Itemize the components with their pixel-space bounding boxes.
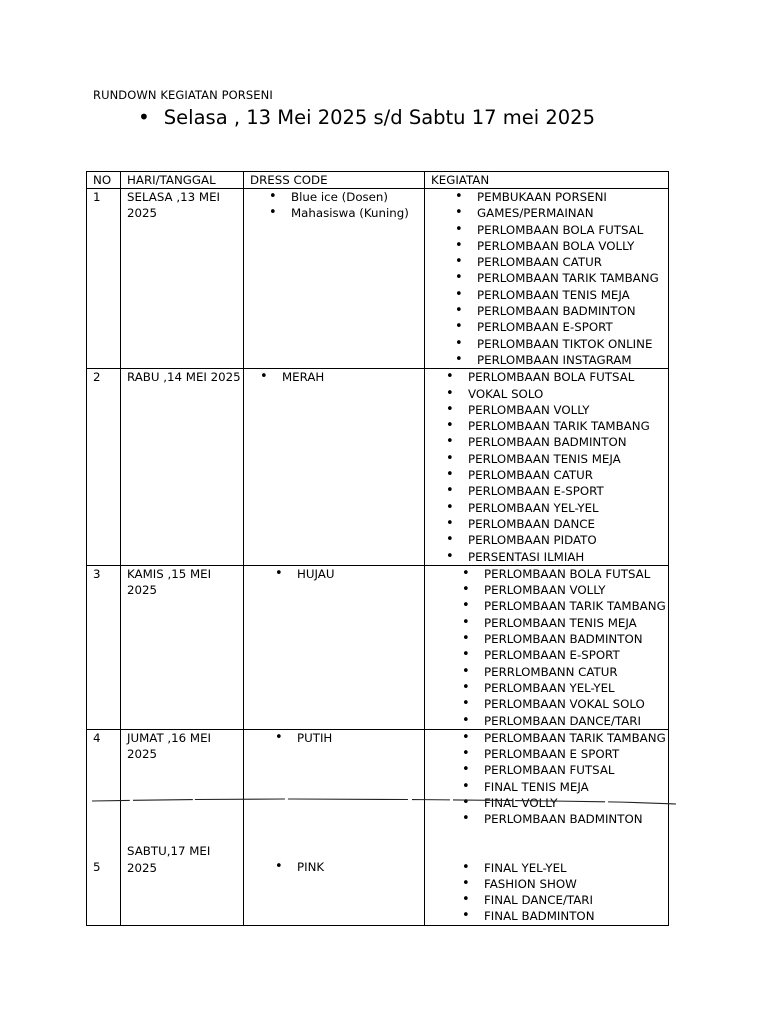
activity-item: • PERLOMBAAN VOLLY (484, 582, 668, 598)
row-activities (425, 729, 669, 925)
activity-item: • PERLOMBAAN FUTSAL (484, 762, 668, 778)
activity-item: • PERLOMBAAN CATUR (468, 467, 668, 483)
row-dress-code (244, 565, 425, 729)
row-day: JUMAT ,16 MEI 2025 (127, 730, 212, 762)
activity-item: • PERLOMBAAN E-SPORT (484, 647, 668, 663)
activity-item: • PERLOMBAAN TARIK TAMBANG (468, 418, 668, 434)
dress-item: • MERAH (282, 369, 424, 385)
activity-item: • FASHION SHOW (484, 876, 668, 892)
activity-item: • FINAL BADMINTON (484, 908, 668, 924)
activity-item: • PERLOMBAAN BADMINTON (484, 811, 668, 827)
activity-item: • PERLOMBAAN BADMINTON (468, 434, 668, 450)
activity-item: • PERLOMBAAN BOLA FUTSAL (477, 222, 668, 238)
activity-item: • FINAL VOLLY (484, 795, 668, 811)
activity-item: • PERRLOMBANN CATUR (484, 664, 668, 680)
activity-item: • PERLOMBAAN VOLLY (468, 402, 668, 418)
row-no-cell (87, 729, 121, 925)
bullet-icon: • (138, 105, 150, 129)
activity-item: • PERLOMBAAN PIDATO (468, 532, 668, 548)
header-dress-code: DRESS CODE (244, 172, 425, 189)
activity-item: • PERLOMBAAN BOLA FUTSAL (484, 566, 668, 582)
activity-item: • PERLOMBAAN DANCE (468, 516, 668, 532)
row-day-cell (121, 729, 244, 925)
date-range-line (138, 105, 595, 129)
row-no: 3 (87, 565, 121, 729)
row-dress-code (244, 369, 425, 566)
activity-item: • VOKAL SOLO (468, 386, 668, 402)
activity-item: • PERLOMBAAN YEL-YEL (484, 680, 668, 696)
row-activities (425, 369, 669, 566)
dress-item: • Blue ice (Dosen) (291, 189, 424, 205)
activity-item: • PERLOMBAAN TENIS MEJA (468, 451, 668, 467)
row-activities (425, 565, 669, 729)
activity-item: • GAMES/PERMAINAN (477, 205, 668, 221)
activity-item: • PERLOMBAAN BOLA VOLLY (477, 238, 668, 254)
date-range-text: Selasa , 13 Mei 2025 s/d Sabtu 17 mei 2025 (163, 105, 595, 129)
activity-item: • PERLOMBAAN BADMINTON (477, 303, 668, 319)
activity-item: • PERLOMBAAN TIKTOK ONLINE (477, 336, 668, 352)
row-no: 2 (87, 369, 121, 566)
table-row (87, 189, 669, 369)
row-dress-code (244, 189, 425, 369)
activity-item: • PERLOMBAAN E-SPORT (477, 319, 668, 335)
activity-item: • PERLOMBAAN YEL-YEL (468, 500, 668, 516)
activity-item: • PERLOMBAAN E SPORT (484, 746, 668, 762)
row-day: SELASA ,13 MEI 2025 (121, 189, 244, 369)
activity-item: • FINAL TENIS MEJA (484, 779, 668, 795)
table-row (87, 729, 669, 925)
activity-item: • PERLOMBAAN TARIK TAMBANG (477, 270, 668, 286)
activity-item: • FINAL DANCE/TARI (484, 892, 668, 908)
dress-item: • HUJAU (297, 566, 424, 582)
row-day: SABTU,17 MEI 2025 (127, 844, 211, 875)
header-activities: KEGIATAN (425, 172, 669, 189)
activity-item: • PERLOMBAAN TARIK TAMBANG (484, 730, 668, 746)
activity-item: • PERLOMBAAN INSTAGRAM (477, 352, 668, 368)
row-day: KAMIS ,15 MEI 2025 (121, 565, 244, 729)
header-day: HARI/TANGGAL (121, 172, 244, 189)
document-title: RUNDOWN KEGIATAN PORSENI (93, 88, 273, 102)
activity-item: • PERSENTASI ILMIAH (468, 549, 668, 565)
activity-item: • PERLOMBAAN CATUR (477, 254, 668, 270)
activity-item: • PERLOMBAAN TENIS MEJA (484, 615, 668, 631)
row-activities (425, 189, 669, 369)
row-day: RABU ,14 MEI 2025 (121, 369, 244, 566)
activity-item: • PEMBUKAAN PORSENI (477, 189, 668, 205)
activity-item: • PERLOMBAAN DANCE/TARI (484, 713, 668, 729)
dress-item: • PUTIH (297, 730, 424, 746)
header-no: NO (87, 172, 121, 189)
table-header-row (87, 172, 669, 189)
activity-item: • PERLOMBAAN VOKAL SOLO (484, 696, 668, 712)
activity-item: • PERLOMBAAN BADMINTON (484, 631, 668, 647)
row-dress-code (244, 729, 425, 925)
row-no: 4 (93, 730, 101, 745)
activity-item: • FINAL YEL-YEL (484, 860, 668, 876)
activity-item: • PERLOMBAAN TENIS MEJA (477, 287, 668, 303)
activity-item: • PERLOMBAAN BOLA FUTSAL (468, 369, 668, 385)
dress-item: • Mahasiswa (Kuning) (291, 205, 424, 221)
table-row (87, 565, 669, 729)
activity-item: • PERLOMBAAN TARIK TAMBANG (484, 598, 668, 614)
rundown-table (86, 171, 669, 926)
activity-item: • PERLOMBAAN E-SPORT (468, 483, 668, 499)
dress-item: • PINK (297, 859, 424, 875)
row-no: 1 (87, 189, 121, 369)
table-row (87, 369, 669, 566)
row-no: 5 (93, 860, 101, 875)
